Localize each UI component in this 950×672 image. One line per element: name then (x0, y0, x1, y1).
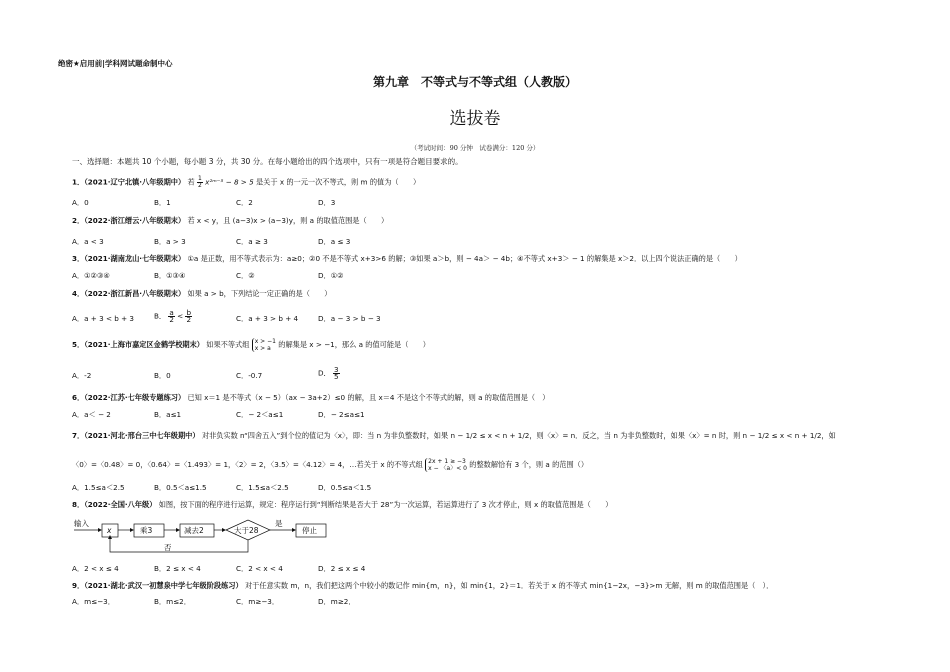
option-b[interactable]: B．2 ≤ x < 4 (154, 564, 201, 573)
question-7: 7．（2021·河北·邢台三中七年级期中） 对非负实数 n“四舍五入”到个位的值记为〈x〉，即：当 n 为非负整数时，如果 n − 1/2 ≤ x < n + 1/2，则〈x〉= n．反之，当 n 为非负整数时，如果〈x〉= n 时，则 n − 1/2 ≤ x < n + 1/2，如 (72, 431, 836, 440)
option-d[interactable]: D．m≥2． (318, 597, 356, 606)
question-2: 2．（2022·浙江缙云·八年级期末） 若 x < y，且 (a−3)x > (a−3)y，则 a 的取值范围是（ ） (72, 216, 389, 225)
options-5 (72, 367, 872, 387)
fraction: $\frac{1}{2}$ (197, 175, 202, 189)
option-d[interactable]: D．2 ≤ x ≤ 4 (318, 564, 366, 573)
option-b[interactable]: B．a > 3 (154, 237, 186, 246)
option-a[interactable]: A．a < 3 (72, 237, 104, 246)
option-b[interactable]: B．①③④ (154, 271, 186, 280)
option-c[interactable]: C．a + 3 > b + 4 (236, 314, 299, 323)
chapter-heading: 第九章 不等式与不等式组（人教版） (372, 75, 577, 89)
question-8: 8．（2022·全国·八年级） 如图，按下面的程序进行运算，规定：程序运行到“判断结果是否大于 28”为一次运算，若运算进行了 3 次才停止，则 x 的取值范围是（ ） (72, 500, 613, 509)
option-a[interactable]: A．①②③④ (72, 271, 110, 280)
svg-text:x: x (107, 526, 112, 535)
exam-info: （考试时间：90 分钟 试卷满分：120 分） (410, 144, 540, 152)
options-7 (72, 483, 872, 495)
option-b[interactable]: B．m≤2． (154, 597, 191, 606)
question-9: 9．（2021·湖北·武汉一初慧泉中学七年级阶段练习） 对于任意实数 m，n，我们把这两个中较小的数记作 min{m，n}，如 min{1，2}＝1．若关于 x 的不等式 min{1−2x，−3}>m 无解，则 m 的取值范围是（ ）． (72, 581, 774, 590)
option-a[interactable]: A．m≤−3． (72, 597, 115, 606)
option-a[interactable]: A．-2 (72, 371, 92, 380)
options-6 (72, 410, 872, 422)
question-6: 6．（2022·江苏·七年级专题练习） 已知 x＝1 是不等式（x − 5）（ax − 3a+2）≤0 的解，且 x＝4 不是这个不等式的解，则 a 的取值范围是（ ） (72, 393, 550, 402)
option-b[interactable]: B．0 (154, 371, 171, 380)
flow-yes-label: 是 (275, 519, 283, 528)
option-a[interactable]: A．a＜ − 2 (72, 410, 111, 419)
section-heading: 一、选择题：本题共 10 个小题，每小题 3 分，共 30 分。在每小题给出的四个选项中，只有一项是符合题目要求的。 (72, 157, 463, 166)
option-a[interactable]: A．2 < x ≤ 4 (72, 564, 119, 573)
option-b[interactable]: B．a≤1 (154, 410, 182, 419)
question-3: 3．（2021·湖南龙山·七年级期末） ①a 是正数，用不等式表示为：a≥0；②0 不是不等式 x+3>6 的解；③如果 a＞b，则 − 4a＞ − 4b；④不等式 x+3＞ − 1 的解集是 x＞2．以上四个说法正确的是（ ） (72, 254, 742, 263)
option-b[interactable]: B．0.5＜a≤1.5 (154, 483, 207, 492)
question-4: 4．（2022·浙江新昌·八年级期末） 如果 a > b，下列结论一定正确的是（ ） (72, 289, 332, 298)
flow-no-label: 否 (164, 543, 172, 552)
option-c[interactable]: C．− 2＜a≤1 (236, 410, 284, 419)
option-d[interactable]: D．a − 3 > b − 3 (318, 314, 381, 323)
inequality-system: 2x + 1 ≥ −3 x − 〈a〉< 0 (425, 458, 467, 472)
program-flowchart (72, 516, 372, 560)
option-d[interactable]: D．①② (318, 271, 344, 280)
page-title: 选拔卷 (449, 109, 501, 129)
option-c[interactable]: C．2 (236, 198, 253, 207)
option-c[interactable]: C．② (236, 271, 255, 280)
option-d[interactable]: D．− 2≤a≤1 (318, 410, 365, 419)
option-a[interactable]: A．0 (72, 198, 89, 207)
question-7-line-2: 〈0〉=〈0.48〉= 0，〈0.64〉=〈1.493〉= 1，〈2〉= 2，〈3.5〉=〈4.12〉= 4，…若关于 x 的不等式组 2x + 1 ≥ −3 x − 〈a〉< 0 的整数解恰有 3 个，则 a 的范围（） (72, 458, 589, 472)
options-2 (72, 237, 872, 249)
option-c[interactable]: C．-0.7 (236, 371, 263, 380)
options-1 (72, 198, 872, 210)
options-3 (72, 271, 872, 283)
option-d[interactable]: D．a ≤ 3 (318, 237, 351, 246)
option-d[interactable]: D．0.5≤a＜1.5 (318, 483, 372, 492)
question-1: 1．（2021·辽宁北镇·八年级期中） 若 $\frac{1}{2}$ x²ᵐ⁻⁵ − 8 > 5 是关于 x 的一元一次不等式，则 m 的值为（ ） (72, 175, 421, 189)
option-c[interactable]: C．2 < x < 4 (236, 564, 283, 573)
options-4 (72, 310, 872, 330)
flow-input-label: 输入 (74, 519, 89, 528)
confidential-note: 绝密★启用前|学科网试题命制中心 (58, 59, 173, 68)
inequality-system: x > −1 x > a (252, 338, 276, 352)
option-c[interactable]: C．m≥−3． (236, 597, 280, 606)
option-a[interactable]: A．a + 3 < b + 3 (72, 314, 134, 323)
option-b[interactable]: B．1 (154, 198, 171, 207)
option-c[interactable]: C．a ≥ 3 (236, 237, 268, 246)
svg-text:减去2: 减去2 (184, 526, 204, 535)
options-9 (72, 597, 872, 609)
option-d[interactable]: D．3 (318, 198, 336, 207)
options-8 (72, 564, 872, 576)
option-a[interactable]: A．1.5≤a＜2.5 (72, 483, 125, 492)
option-c[interactable]: C．1.5≤a＜2.5 (236, 483, 289, 492)
option-d[interactable]: D． $\frac{3}{5}$ (318, 365, 339, 381)
option-b[interactable]: B． $\frac{a}{2}$ < $\frac{b}{2}$ (154, 308, 192, 324)
svg-text:停止: 停止 (302, 526, 317, 535)
svg-text:大于28: 大于28 (234, 526, 259, 535)
question-5: 5．（2021·上海市嘉定区金鹤学校期末） 如果不等式组 x > −1 x > a 的解集是 x > −1，那么 a 的值可能是（ ） (72, 338, 430, 352)
svg-text:乘3: 乘3 (140, 526, 153, 535)
